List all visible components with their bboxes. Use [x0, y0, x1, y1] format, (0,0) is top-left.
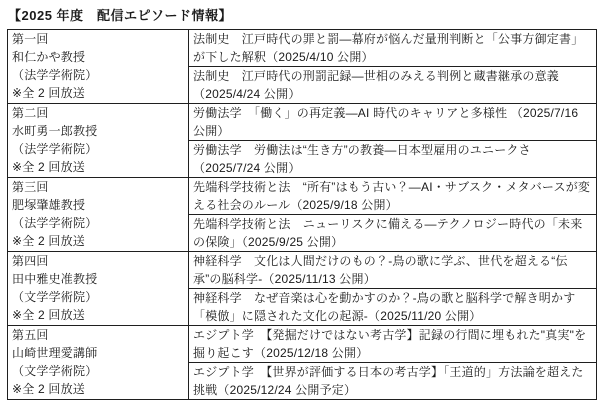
episode-speaker: 田中雅史准教授	[12, 272, 98, 286]
episode-item: 神経科学 文化は人間だけのもの？-鳥の歌に学ぶ、世代を超える“伝承”の脳科学-（2025/11/13 公開）	[189, 252, 597, 289]
episode-item: 神経科学 なぜ音楽は心を動かすのか？-鳥の歌と脳科学で解き明かす「模倣」に隠された文化の起源-（2025/11/20 公開）	[189, 289, 597, 326]
table-row	[8, 252, 597, 289]
episode-number: 第一回	[12, 32, 49, 46]
episode-note: ※全 2 回放送	[12, 308, 85, 322]
episode-speaker: 水町勇一郎教授	[12, 124, 98, 138]
page-title: 【2025 年度 配信エピソード情報】	[8, 8, 233, 23]
episode-item: 法制史 江戸時代の罪と罰―幕府が悩んだ量刑判断と「公事方御定書」が下した解釈（2025/4/10 公開）	[189, 30, 597, 67]
episode-number: 第四回	[12, 254, 49, 268]
episode-info-cell	[8, 326, 189, 400]
episode-info-cell	[8, 252, 189, 326]
episode-number: 第三回	[12, 180, 49, 194]
episode-affiliation: （法学学術院）	[12, 216, 98, 230]
episode-item: 法制史 江戸時代の刑罰記録―世相のみえる判例と蔵書継承の意義 （2025/4/24 公開）	[189, 67, 597, 104]
episode-speaker: 和仁かや教授	[12, 50, 86, 64]
episode-item: 先端科学技術と法 ニューリスクに備える―テクノロジー時代の「未来の保険」（2025/9/25 公開）	[189, 215, 597, 252]
episode-note: ※全 2 回放送	[12, 382, 85, 396]
episode-note: ※全 2 回放送	[12, 160, 85, 174]
episode-item: 労働法学 「働く」の再定義―AI 時代のキャリアと多様性 （2025/7/16 公開）	[189, 104, 597, 141]
episode-item: エジプト学 【世界が評価する日本の考古学】「王道的」方法論を超えた挑戦（2025/12/24 公開予定）	[189, 363, 597, 400]
episode-table	[7, 29, 597, 400]
episode-item: 先端科学技術と法 “所有”はもう古い？―AI・サブスク・メタバースが変える社会のルール（2025/9/18 公開）	[189, 178, 597, 215]
episode-info-cell	[8, 30, 189, 104]
episode-speaker: 肥塚肇雄教授	[12, 198, 86, 212]
episode-speaker: 山崎世理愛講師	[12, 346, 98, 360]
episode-item: 労働法学 労働法は“生き方”の教養―日本型雇用のユニークさ （2025/7/24 公開）	[189, 141, 597, 178]
episode-item: エジプト学 【発掘だけではない考古学】記録の行間に埋もれた"真実"を掘り起こす（2025/12/18 公開）	[189, 326, 597, 363]
episode-affiliation: （文学学術院）	[12, 290, 98, 304]
table-row	[8, 326, 597, 363]
episode-affiliation: （法学学術院）	[12, 68, 98, 82]
episode-number: 第二回	[12, 106, 49, 120]
table-row	[8, 30, 597, 67]
episode-note: ※全 2 回放送	[12, 86, 85, 100]
episode-info-cell	[8, 178, 189, 252]
episode-affiliation: （法学学術院）	[12, 142, 98, 156]
episode-number: 第五回	[12, 328, 49, 342]
episode-affiliation: （文学学術院）	[12, 364, 98, 378]
table-row	[8, 178, 597, 215]
episode-info-cell	[8, 104, 189, 178]
table-row	[8, 104, 597, 141]
episode-note: ※全 2 回放送	[12, 234, 85, 248]
